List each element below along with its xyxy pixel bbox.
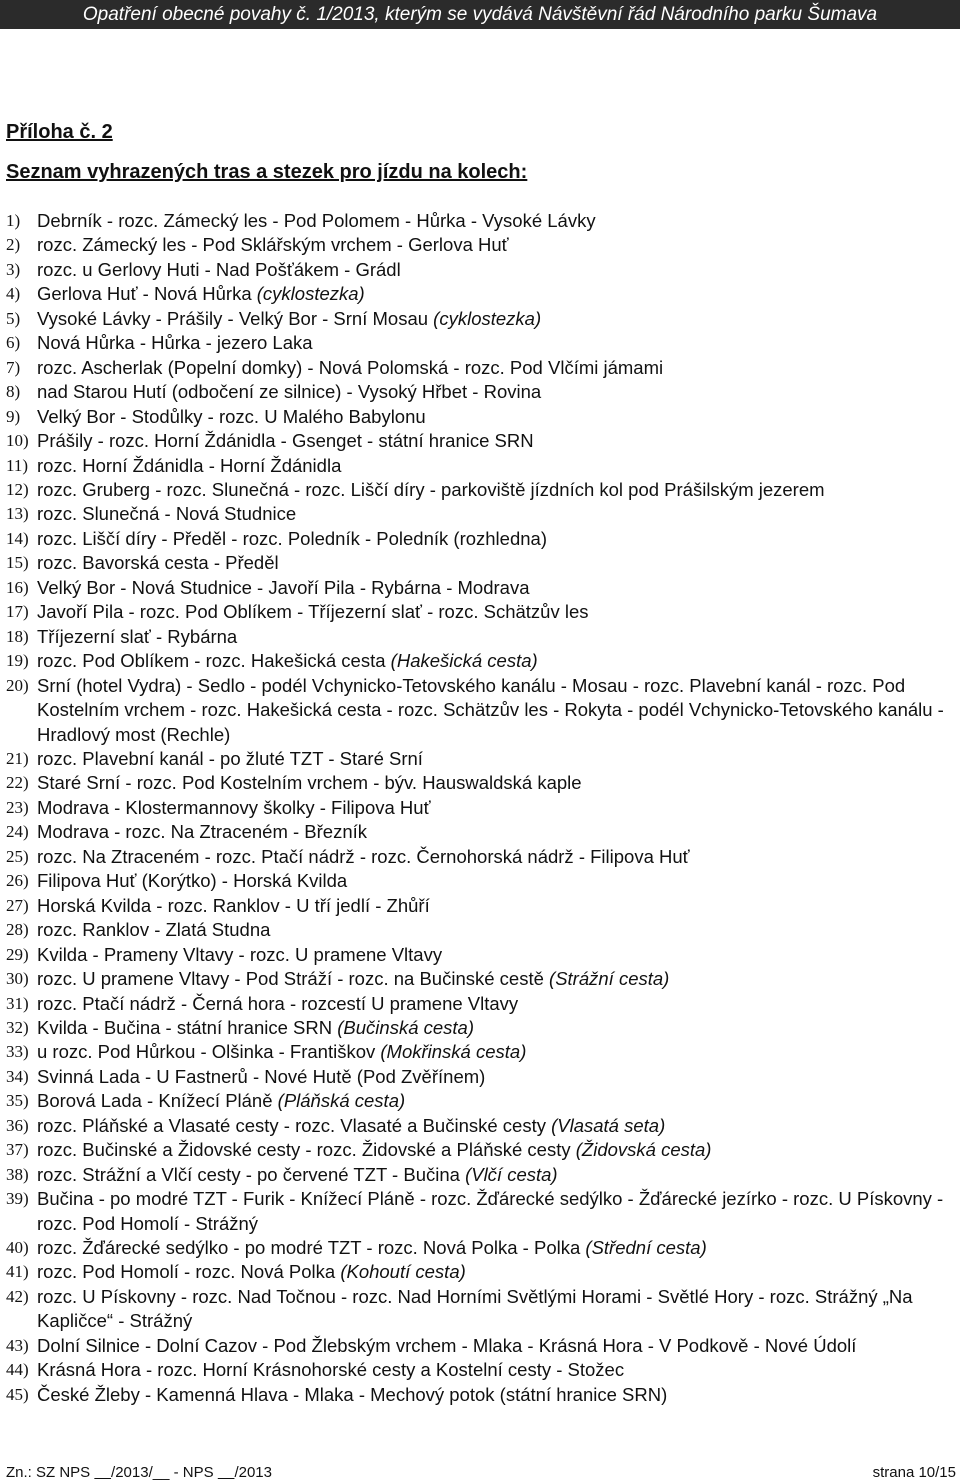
item-number: 45) bbox=[6, 1384, 29, 1404]
item-number: 6) bbox=[6, 333, 21, 353]
item-number: 10) bbox=[6, 431, 29, 451]
route-note: (Mokřinská cesta) bbox=[380, 1041, 527, 1063]
route-note: (cyklostezka) bbox=[433, 307, 542, 329]
route-text: u rozc. Pod Hůrkou - Olšinka - Františkov bbox=[37, 1041, 381, 1063]
item-number: 32) bbox=[6, 1017, 29, 1037]
item-number: 21) bbox=[6, 748, 29, 768]
route-text: Modrava - rozc. Na Ztraceném - Březník bbox=[37, 821, 368, 843]
item-text bbox=[37, 478, 956, 502]
item-number: 24) bbox=[6, 822, 29, 842]
list-item bbox=[6, 1163, 956, 1187]
item-text bbox=[37, 894, 956, 918]
document-header-title: Opatření obecné povahy č. 1/2013, kterým se vydává Návštěvní řád Národního parku Šumava bbox=[82, 4, 878, 25]
item-number: 3) bbox=[6, 259, 21, 279]
route-text: rozc. Ranklov - Zlatá Studna bbox=[37, 919, 271, 941]
route-text: Modrava - Klostermannovy školky - Filipova Huť bbox=[37, 796, 431, 818]
list-item bbox=[6, 258, 956, 282]
item-number: 44) bbox=[6, 1360, 29, 1380]
item-text bbox=[37, 1358, 956, 1382]
footer-ref-prefix: Zn.: SZ NPS bbox=[6, 1464, 95, 1481]
list-item bbox=[6, 820, 956, 844]
list-item bbox=[6, 233, 956, 257]
route-text: Velký Bor - Nová Studnice - Javoří Pila - Rybárna - Modrava bbox=[37, 576, 530, 598]
route-text: rozc. Pláňské a Vlasaté cesty - rozc. Vlasaté a Bučinské cesty bbox=[37, 1114, 552, 1136]
item-text bbox=[37, 1383, 956, 1407]
list-item bbox=[6, 771, 956, 795]
item-number: 7) bbox=[6, 357, 21, 377]
list-item bbox=[6, 502, 956, 526]
item-number: 41) bbox=[6, 1262, 29, 1282]
item-text bbox=[37, 1089, 956, 1113]
item-number: 33) bbox=[6, 1042, 29, 1062]
item-text bbox=[37, 600, 956, 624]
item-number: 22) bbox=[6, 773, 29, 793]
route-text: rozc. Strážní a Vlčí cesty - po červené TZT - Bučina bbox=[37, 1163, 466, 1185]
list-item bbox=[6, 1236, 956, 1260]
item-number: 29) bbox=[6, 944, 29, 964]
route-text: rozc. Na Ztraceném - rozc. Ptačí nádrž - rozc. Černohorská nádrž - Filipova Huť bbox=[37, 845, 690, 867]
item-number: 30) bbox=[6, 969, 29, 989]
item-number: 4) bbox=[6, 284, 21, 304]
item-text bbox=[37, 992, 956, 1016]
item-number: 36) bbox=[6, 1115, 29, 1135]
item-number: 17) bbox=[6, 602, 29, 622]
item-text bbox=[37, 649, 956, 673]
item-text bbox=[37, 674, 956, 747]
footer-page-number: strana 10/15 bbox=[872, 1464, 956, 1481]
route-text: Nová Hůrka - Hůrka - jezero Laka bbox=[37, 332, 313, 354]
item-text bbox=[37, 918, 956, 942]
list-item bbox=[6, 625, 956, 649]
item-text bbox=[37, 454, 956, 478]
route-text: rozc. Pod Oblíkem - rozc. Hakešická cesta bbox=[37, 650, 391, 672]
item-number: 43) bbox=[6, 1335, 29, 1355]
route-text: Prášily - rozc. Horní Ždánidla - Gsenget - státní hranice SRN bbox=[37, 430, 534, 452]
route-note: (Strážní cesta) bbox=[549, 968, 670, 990]
item-text bbox=[37, 551, 956, 575]
list-item bbox=[6, 356, 956, 380]
item-text bbox=[37, 380, 956, 404]
footer-ref-mid1: /2013/ bbox=[111, 1464, 153, 1481]
list-item bbox=[6, 527, 956, 551]
item-number: 2) bbox=[6, 235, 21, 255]
list-item bbox=[6, 894, 956, 918]
item-number: 19) bbox=[6, 651, 29, 671]
route-text: Bučina - po modré TZT - Furik - Knížecí Pláně - rozc. Žďárecké sedýlko - Žďárecké jezírko - rozc. U Pískovny - rozc. Pod Homolí - Strážný bbox=[37, 1188, 944, 1234]
footer-blank-1 bbox=[94, 1464, 111, 1481]
item-text bbox=[37, 282, 956, 306]
list-item bbox=[6, 331, 956, 355]
item-text bbox=[37, 869, 956, 893]
annex-title: Příloha č. 2 bbox=[6, 121, 113, 143]
list-item bbox=[6, 1187, 956, 1236]
list-item bbox=[6, 1016, 956, 1040]
route-text: rozc. Plavební kanál - po žluté TZT - Staré Srní bbox=[37, 747, 423, 769]
item-text bbox=[37, 1260, 956, 1284]
item-text bbox=[37, 967, 956, 991]
route-text: Filipova Huť (Korýtko) - Horská Kvilda bbox=[37, 870, 348, 892]
item-text bbox=[37, 1285, 956, 1334]
route-text: Borová Lada - Knížecí Pláně bbox=[37, 1090, 278, 1112]
route-text: rozc. U pramene Vltavy - Pod Stráží - rozc. na Bučinské cestě bbox=[37, 968, 550, 990]
route-text: Tříjezerní slať - Rybárna bbox=[37, 625, 238, 647]
route-text: rozc. U Pískovny - rozc. Nad Točnou - rozc. Nad Horními Světlými Horami - Světlé Hory - rozc. Strážný „Na Kapličce“ - Strážný bbox=[37, 1285, 913, 1332]
route-text: Javoří Pila - rozc. Pod Oblíkem - Tříjezerní slať - rozc. Schätzův les bbox=[37, 601, 589, 623]
list-item bbox=[6, 380, 956, 404]
item-text bbox=[37, 625, 956, 649]
list-item bbox=[6, 1040, 956, 1064]
list-item bbox=[6, 1285, 956, 1334]
list-item bbox=[6, 747, 956, 771]
list-item bbox=[6, 918, 956, 942]
list-item bbox=[6, 1065, 956, 1089]
route-note: (Hakešická cesta) bbox=[390, 650, 538, 672]
footer-ref-mid2: - NPS bbox=[169, 1464, 218, 1481]
item-text bbox=[37, 209, 956, 233]
route-text: rozc. Zámecký les - Pod Sklářským vrchem - Gerlova Huť bbox=[37, 234, 509, 256]
list-item bbox=[6, 429, 956, 453]
item-number: 8) bbox=[6, 382, 21, 402]
item-text bbox=[37, 1016, 956, 1040]
item-text bbox=[37, 405, 956, 429]
list-item bbox=[6, 1383, 956, 1407]
list-item bbox=[6, 576, 956, 600]
item-text bbox=[37, 527, 956, 551]
list-item bbox=[6, 209, 956, 233]
item-number: 23) bbox=[6, 797, 29, 817]
item-text bbox=[37, 1065, 956, 1089]
route-text: rozc. Bavorská cesta - Předěl bbox=[37, 552, 279, 574]
item-text bbox=[37, 1334, 956, 1358]
route-note: (Pláňská cesta) bbox=[277, 1090, 406, 1112]
route-text: rozc. Gruberg - rozc. Slunečná - rozc. Liščí díry - parkoviště jízdních kol pod Prášilským jezerem bbox=[37, 478, 825, 500]
list-item bbox=[6, 796, 956, 820]
item-number: 15) bbox=[6, 553, 29, 573]
item-number: 13) bbox=[6, 504, 29, 524]
item-text bbox=[37, 356, 956, 380]
route-text: rozc. Liščí díry - Předěl - rozc. Poledník - Poledník (rozhledna) bbox=[37, 527, 547, 549]
item-number: 11) bbox=[6, 455, 29, 475]
route-text: rozc. Bučinské a Židovské cesty - rozc. Židovské a Pláňské cesty bbox=[37, 1139, 576, 1161]
item-number: 25) bbox=[6, 846, 29, 866]
list-item bbox=[6, 967, 956, 991]
item-number: 28) bbox=[6, 920, 29, 940]
route-text: rozc. Ascherlak (Popelní domky) - Nová Polomská - rozc. Pod Vlčími jámami bbox=[37, 356, 664, 378]
route-note: (Bučinská cesta) bbox=[337, 1016, 474, 1038]
route-text: Kvilda - Bučina - státní hranice SRN bbox=[37, 1016, 338, 1038]
route-text: Staré Srní - rozc. Pod Kostelním vrchem - býv. Hauswaldská kaple bbox=[37, 772, 582, 794]
item-text bbox=[37, 845, 956, 869]
item-text bbox=[37, 1138, 956, 1162]
item-text bbox=[37, 1040, 956, 1064]
footer-blank-3 bbox=[218, 1464, 235, 1481]
list-item bbox=[6, 551, 956, 575]
route-text: Velký Bor - Stodůlky - rozc. U Malého Babylonu bbox=[37, 405, 426, 427]
list-item bbox=[6, 1114, 956, 1138]
route-text: rozc. Pod Homolí - rozc. Nová Polka bbox=[37, 1261, 341, 1283]
route-text: Gerlova Huť - Nová Hůrka bbox=[37, 283, 257, 305]
route-text: Krásná Hora - rozc. Horní Krásnohorské cesty a Kostelní cesty - Stožec bbox=[37, 1359, 625, 1381]
route-text: rozc. Ptačí nádrž - Černá hora - rozcestí U pramene Vltavy bbox=[37, 992, 519, 1014]
route-note: (Vlasatá seta) bbox=[551, 1114, 666, 1136]
list-item bbox=[6, 1358, 956, 1382]
route-note: (Židovská cesta) bbox=[575, 1139, 712, 1161]
item-text bbox=[37, 820, 956, 844]
item-number: 39) bbox=[6, 1189, 29, 1209]
item-text bbox=[37, 1236, 956, 1260]
item-number: 31) bbox=[6, 993, 29, 1013]
item-text bbox=[37, 307, 956, 331]
item-text bbox=[37, 796, 956, 820]
list-item bbox=[6, 1334, 956, 1358]
item-number: 26) bbox=[6, 871, 29, 891]
item-number: 40) bbox=[6, 1238, 29, 1258]
route-text: rozc. Žďárecké sedýlko - po modré TZT - rozc. Nová Polka - Polka bbox=[37, 1237, 586, 1259]
route-text: rozc. Horní Ždánidla - Horní Ždánidla bbox=[37, 454, 342, 476]
list-item bbox=[6, 405, 956, 429]
item-number: 9) bbox=[6, 406, 21, 426]
item-text bbox=[37, 576, 956, 600]
route-note: (Vlčí cesta) bbox=[465, 1163, 558, 1185]
route-text: Svinná Lada - U Fastnerů - Nové Hutě (Pod Zvěřínem) bbox=[37, 1065, 486, 1087]
list-item bbox=[6, 649, 956, 673]
item-number: 12) bbox=[6, 479, 29, 499]
list-item bbox=[6, 307, 956, 331]
item-text bbox=[37, 258, 956, 282]
footer-ref-end: /2013 bbox=[234, 1464, 272, 1481]
list-item bbox=[6, 992, 956, 1016]
item-number: 35) bbox=[6, 1091, 29, 1111]
item-number: 1) bbox=[6, 211, 21, 230]
list-heading: Seznam vyhrazených tras a stezek pro jízdu na kolech: bbox=[6, 161, 528, 183]
list-item bbox=[6, 1138, 956, 1162]
item-number: 27) bbox=[6, 895, 29, 915]
item-text bbox=[37, 1163, 956, 1187]
route-text: Kvilda - Prameny Vltavy - rozc. U pramene Vltavy bbox=[37, 943, 443, 965]
list-item bbox=[6, 600, 956, 624]
item-number: 42) bbox=[6, 1286, 29, 1306]
route-text: Debrník - rozc. Zámecký les - Pod Polomem - Hůrka - Vysoké Lávky bbox=[37, 210, 596, 231]
document-header-bar bbox=[0, 0, 960, 29]
item-text bbox=[37, 502, 956, 526]
item-text bbox=[37, 233, 956, 257]
item-number: 14) bbox=[6, 528, 29, 548]
route-text: Dolní Silnice - Dolní Cazov - Pod Žlebským vrchem - Mlaka - Krásná Hora - V Podkově - Nové Údolí bbox=[37, 1334, 857, 1356]
list-item bbox=[6, 454, 956, 478]
route-text: nad Starou Hutí (odbočení ze silnice) - Vysoký Hřbet - Rovina bbox=[37, 381, 542, 403]
route-note: (cyklostezka) bbox=[256, 283, 365, 305]
item-text bbox=[37, 1114, 956, 1138]
list-item bbox=[6, 845, 956, 869]
list-item bbox=[6, 282, 956, 306]
route-note: (Střední cesta) bbox=[585, 1237, 707, 1259]
route-text: České Žleby - Kamenná Hlava - Mlaka - Mechový potok (státní hranice SRN) bbox=[37, 1383, 668, 1405]
item-text bbox=[37, 429, 956, 453]
item-text bbox=[37, 943, 956, 967]
item-text bbox=[37, 331, 956, 355]
route-text: rozc. Slunečná - Nová Studnice bbox=[37, 503, 297, 525]
route-text: Horská Kvilda - rozc. Ranklov - U tří jedlí - Zhůří bbox=[37, 894, 430, 916]
footer-reference bbox=[6, 1464, 272, 1481]
item-number: 5) bbox=[6, 308, 21, 328]
item-text bbox=[37, 771, 956, 795]
list-item bbox=[6, 478, 956, 502]
item-number: 16) bbox=[6, 577, 29, 597]
route-note: (Kohoutí cesta) bbox=[340, 1261, 466, 1283]
item-number: 37) bbox=[6, 1140, 29, 1160]
item-number: 20) bbox=[6, 675, 29, 695]
list-item bbox=[6, 1260, 956, 1284]
item-text bbox=[37, 747, 956, 771]
list-item bbox=[6, 869, 956, 893]
route-text: rozc. u Gerlovy Huti - Nad Pošťákem - Grádl bbox=[37, 258, 401, 280]
list-item bbox=[6, 943, 956, 967]
item-text bbox=[37, 1187, 956, 1236]
item-number: 34) bbox=[6, 1066, 29, 1086]
list-item bbox=[6, 674, 956, 747]
route-text: Srní (hotel Vydra) - Sedlo - podél Vchynicko-Tetovského kanálu - Mosau - rozc. Plavební kanál - rozc. Pod Kostelním vrchem - rozc. Hakešická cesta - rozc. Schätzův les - Rokyta - podél Vchynicko-Tetovského kanálu - Hradlový most (Rechle) bbox=[37, 674, 944, 745]
route-list bbox=[6, 209, 956, 1407]
route-text: Vysoké Lávky - Prášily - Velký Bor - Srní Mosau bbox=[37, 307, 434, 329]
item-number: 38) bbox=[6, 1164, 29, 1184]
list-item bbox=[6, 1089, 956, 1113]
footer-blank-2: __ bbox=[152, 1464, 170, 1481]
item-number: 18) bbox=[6, 626, 29, 646]
